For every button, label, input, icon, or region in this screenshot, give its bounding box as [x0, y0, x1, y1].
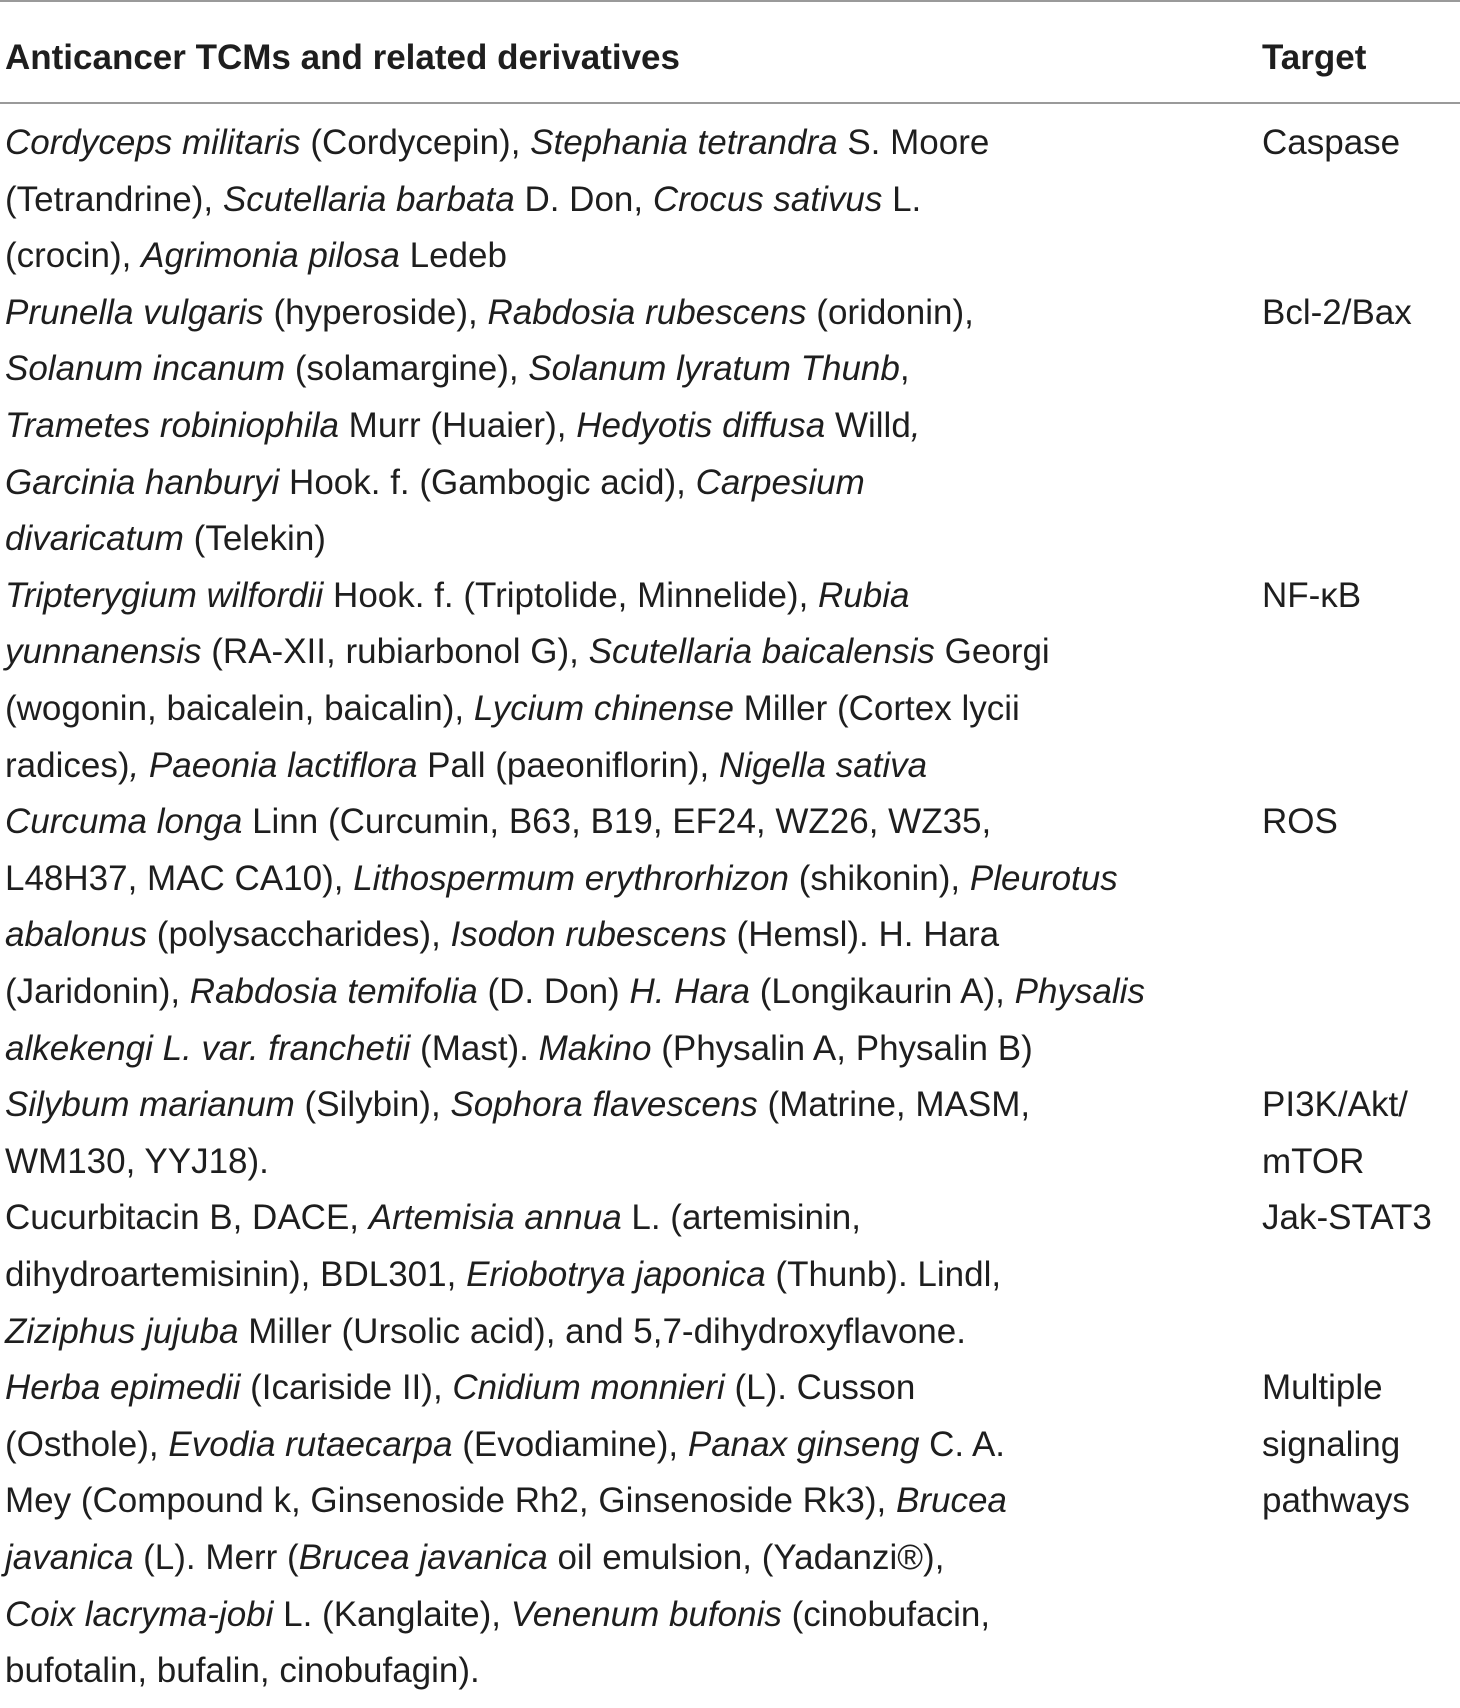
cell-text: (oridonin), [806, 292, 974, 332]
cell-text: L. [882, 179, 922, 219]
target-line: Jak-STAT3 [1262, 1198, 1432, 1238]
target-line: mTOR [1262, 1141, 1365, 1181]
cell-line [5, 1021, 1245, 1078]
cell-text: (Physalin A, Physalin B) [651, 1028, 1033, 1068]
cell-text: (polysaccharides), [147, 915, 451, 955]
cell-line [5, 1360, 1245, 1417]
cell-text: Georgi [934, 632, 1050, 672]
target-cell [1262, 285, 1460, 342]
species-name-text: Venenum bufonis [510, 1594, 782, 1634]
cell-line [5, 228, 1245, 285]
cell-line [5, 285, 1245, 342]
cell-text: (cinobufacin, [781, 1594, 991, 1634]
target-cell [1262, 794, 1460, 851]
cell-text: (RA-XII, rubiarbonol G), [201, 632, 589, 672]
species-name-text: Brucea [895, 1481, 1007, 1521]
cell-text: (crocin), [5, 236, 142, 276]
target-line: PI3K/Akt/ [1262, 1085, 1408, 1125]
species-name-text: Panax ginseng [687, 1424, 920, 1464]
cell-text: Miller (Cortex lycii [733, 688, 1020, 728]
tcm-derivatives-cell [5, 794, 1245, 1077]
cell-text: radices) [5, 745, 130, 785]
cell-text: (solamargine), [285, 349, 529, 389]
species-name-text: Makino [538, 1028, 652, 1068]
cell-text: Mey (Compound k, Ginsenoside Rh2, Ginsenoside Rk3), [5, 1481, 896, 1521]
species-name-text: , Paeonia lactiflora [129, 745, 418, 785]
tcm-derivatives-cell [5, 1190, 1245, 1360]
cell-line [5, 851, 1245, 908]
cell-line [5, 738, 1245, 795]
tcm-derivatives-cell [5, 1360, 1245, 1700]
tcm-derivatives-cell [5, 1077, 1245, 1190]
cell-text: (L). Cusson [724, 1368, 916, 1408]
cell-text: dihydroartemisinin), BDL301, [5, 1254, 467, 1294]
species-name-text: Isodon rubescens [450, 915, 727, 955]
cell-text: (Matrine, MASM, [757, 1085, 1031, 1125]
species-name-text: alkekengi L. var. franchetii [5, 1028, 411, 1068]
species-name-text: Cordyceps militaris [5, 123, 301, 162]
species-name-text: Trametes robiniophila [5, 405, 339, 445]
cell-text: (Osthole), [5, 1424, 169, 1464]
target-line: NF-κB [1262, 575, 1362, 615]
cell-text: Hook. f. (Triptolide, Minnelide), [323, 575, 819, 615]
species-name-text: Sophora flavescens [450, 1085, 758, 1125]
species-name-text: Artemisia annua [368, 1198, 622, 1238]
cell-line [5, 1304, 1245, 1361]
cell-line [5, 681, 1245, 738]
species-name-text: yunnanensis [5, 632, 202, 672]
species-name-text: Rubia [818, 575, 910, 615]
tcm-derivatives-cell [5, 115, 1245, 285]
species-name-text: Physalis [1014, 971, 1145, 1011]
target-line: Bcl-2/Bax [1262, 292, 1412, 332]
cell-line [5, 455, 1245, 512]
cell-text: oil emulsion, (Yadanzi®), [547, 1537, 945, 1577]
target-cell [1262, 1077, 1460, 1190]
species-name-text: Silybum marianum [5, 1085, 295, 1125]
cell-line [5, 1530, 1245, 1587]
species-name-text: Ziziphus jujuba [5, 1311, 239, 1351]
cell-text: , [899, 349, 910, 389]
target-cell [1262, 568, 1460, 625]
cell-text: L. (artemisinin, [621, 1198, 861, 1238]
cell-text: (L). Merr ( [133, 1537, 299, 1577]
cell-text: Miller (Ursolic acid), and 5,7-dihydroxyflavone. [238, 1311, 966, 1351]
cell-text: D. Don, [514, 179, 653, 219]
species-name-text: Stephania tetrandra [530, 123, 838, 162]
species-name-text: Tripterygium wilfordii [5, 575, 324, 615]
cell-text: Murr (Huaier), [338, 405, 577, 445]
target-cell [1262, 1190, 1460, 1247]
species-name-text: Cnidium monnieri [452, 1368, 725, 1408]
cell-line [5, 907, 1245, 964]
cell-text: Pall (paeoniflorin), [417, 745, 719, 785]
target-line: pathways [1262, 1481, 1410, 1521]
target-line: ROS [1262, 802, 1338, 842]
cell-line [5, 172, 1245, 229]
species-name-text: Lycium chinense [473, 688, 734, 728]
species-name-text: Garcinia hanburyi [5, 462, 280, 502]
species-name-text: Pleurotus [969, 858, 1118, 898]
cell-text: Hook. f. (Gambogic acid), [279, 462, 696, 502]
cell-line [5, 1587, 1245, 1644]
cell-text: bufotalin, bufalin, cinobufagin). [5, 1651, 480, 1691]
cell-line [5, 1473, 1245, 1530]
target-cell [1262, 115, 1460, 172]
cell-text: (wogonin, baicalein, baicalin), [5, 688, 474, 728]
species-name-text: Coix lacryma-jobi [5, 1594, 274, 1634]
cell-text: (Tetrandrine), [5, 179, 223, 219]
cell-text: Cucurbitacin B, DACE, [5, 1198, 369, 1238]
header-rule [0, 102, 1460, 104]
cell-text: (hyperoside), [263, 292, 488, 332]
cell-line [5, 1247, 1245, 1304]
cell-line [5, 511, 1245, 568]
cell-line [5, 341, 1245, 398]
tcm-derivatives-cell [5, 285, 1245, 568]
cell-text: (Telekin) [183, 519, 326, 559]
species-name-text: Scutellaria barbata [222, 179, 515, 219]
target-line: Caspase [1262, 123, 1401, 162]
cell-text: (Thunb). Lindl, [765, 1254, 1002, 1294]
cell-text: Willd [825, 405, 911, 445]
cell-text: (Mast). [410, 1028, 539, 1068]
cell-text: (Hemsl). H. Hara [726, 915, 1000, 955]
target-line: Multiple [1262, 1368, 1383, 1408]
cell-line [5, 1417, 1245, 1474]
cell-text: (Longikaurin A), [750, 971, 1015, 1011]
species-name-text: Evodia rutaecarpa [168, 1424, 453, 1464]
cell-line [5, 1077, 1245, 1134]
cell-text: S. Moore [837, 123, 990, 162]
cell-text: WM130, YYJ18). [5, 1141, 269, 1181]
target-cell [1262, 1360, 1460, 1530]
species-name-text: Solanum lyratum Thunb [528, 349, 900, 389]
species-name-text: Agrimonia pilosa [141, 236, 400, 276]
species-name-text: divaricatum [5, 519, 184, 559]
cell-line [5, 398, 1245, 455]
cell-line [5, 115, 1245, 172]
species-name-text: Rabdosia temifolia [189, 971, 478, 1011]
species-name-text: Solanum incanum [5, 349, 286, 389]
species-name-text: Scutellaria baicalensis [588, 632, 935, 672]
cell-text: L48H37, MAC CA10), [5, 858, 354, 898]
header-tcm-derivatives: Anticancer TCMs and related derivatives [5, 38, 680, 77]
cell-line [5, 964, 1245, 1021]
species-name-text: Nigella sativa [718, 745, 928, 785]
cell-line [5, 1643, 1245, 1700]
species-name-text: H. Hara [629, 971, 751, 1011]
top-rule [0, 0, 1460, 2]
species-name-text: Lithospermum erythrorhizon [353, 858, 789, 898]
species-name-text: Hedyotis diffusa [576, 405, 826, 445]
species-name-text: , [910, 405, 921, 445]
cell-line [5, 1190, 1245, 1247]
species-name-text: Brucea javanica [298, 1537, 548, 1577]
cell-text: (Silybin), [294, 1085, 451, 1125]
cell-text: C. A. [919, 1424, 1006, 1464]
header-target: Target [1262, 38, 1367, 77]
cell-text: (Icariside II), [240, 1368, 453, 1408]
species-name-text: Herba epimedii [5, 1368, 241, 1408]
species-name-text: Prunella vulgaris [5, 292, 264, 332]
cell-text: Ledeb [399, 236, 507, 276]
cell-text: (Cordycepin), [300, 123, 531, 162]
species-name-text: Carpesium [695, 462, 865, 502]
cell-text: L. (Kanglaite), [273, 1594, 511, 1634]
species-name-text: abalonus [5, 915, 148, 955]
cell-text: Linn (Curcumin, B63, B19, EF24, WZ26, WZ35, [242, 802, 992, 842]
species-name-text: Curcuma longa [5, 802, 243, 842]
cell-line [5, 1134, 1245, 1191]
cell-text: (Evodiamine), [452, 1424, 688, 1464]
cell-text: (D. Don) [477, 971, 630, 1011]
cell-line [5, 568, 1245, 625]
cell-line [5, 624, 1245, 681]
cell-text: (Jaridonin), [5, 971, 190, 1011]
target-line: signaling [1262, 1424, 1401, 1464]
tcm-derivatives-cell [5, 568, 1245, 794]
cell-line [5, 794, 1245, 851]
species-name-text: Rabdosia rubescens [487, 292, 807, 332]
species-name-text: Crocus sativus [652, 179, 883, 219]
species-name-text: javanica [5, 1537, 134, 1577]
species-name-text: Eriobotrya japonica [466, 1254, 766, 1294]
cell-text: (shikonin), [788, 858, 970, 898]
